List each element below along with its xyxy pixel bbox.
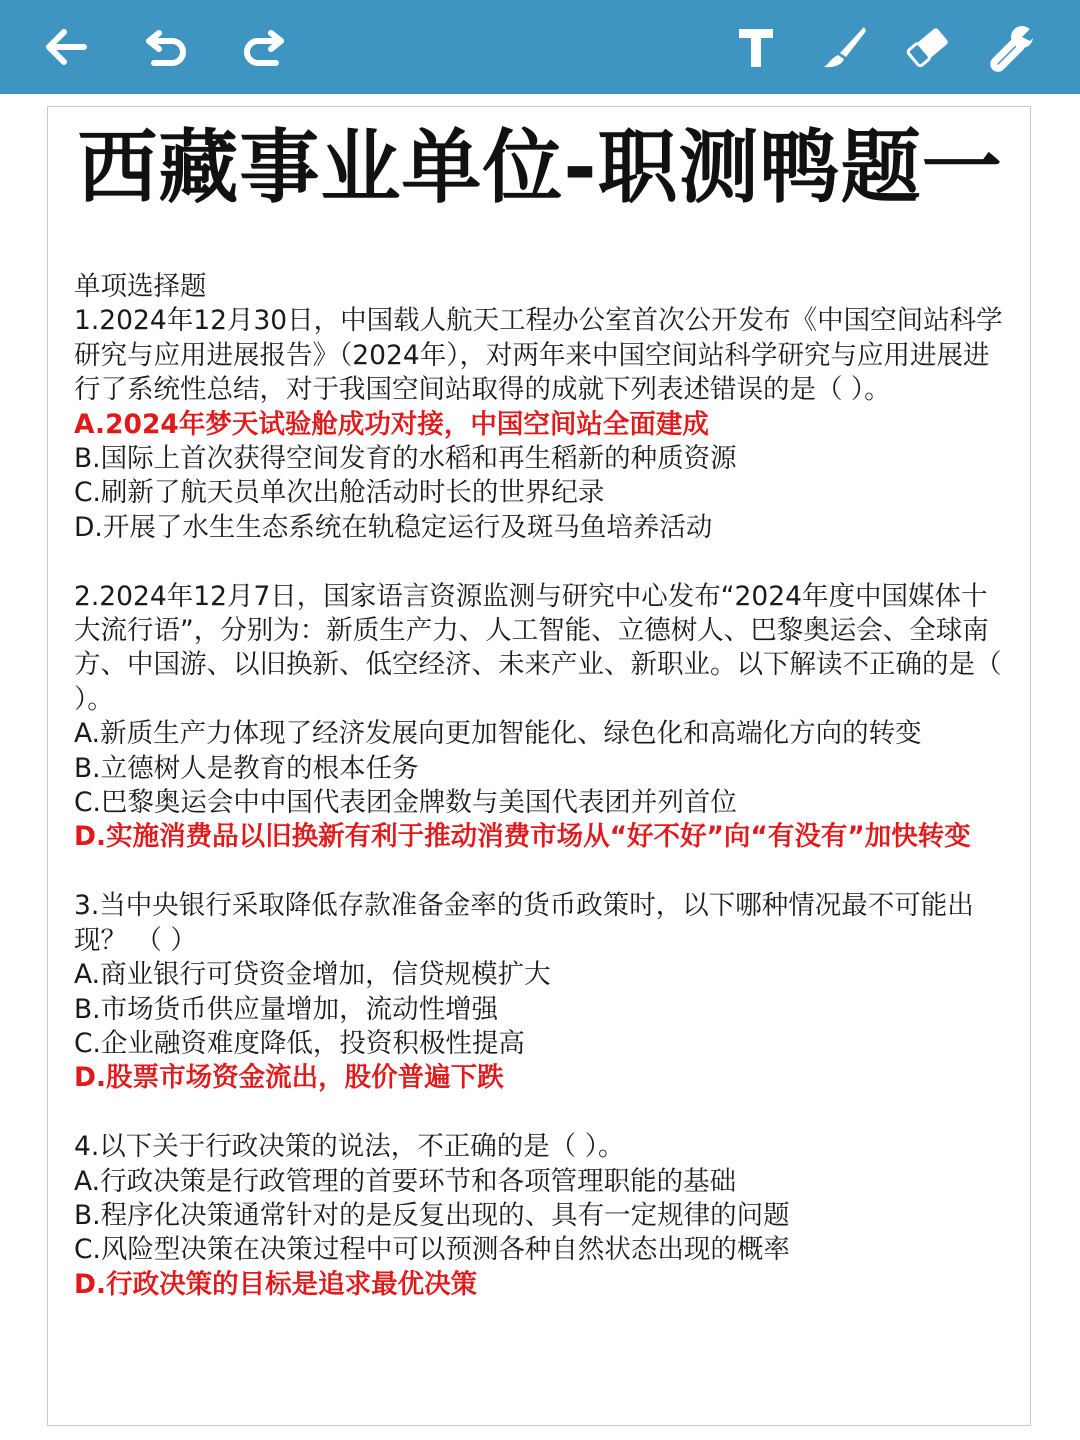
redo-icon[interactable] bbox=[236, 19, 292, 75]
undo-icon[interactable] bbox=[138, 19, 194, 75]
spacer bbox=[74, 855, 1006, 889]
option-4c: C.风险型决策在决策过程中可以预测各种自然状态出现的概率 bbox=[74, 1234, 790, 1266]
answer-option-3d: D.股票市场资金流出，股价普遍下跌 bbox=[74, 1062, 504, 1094]
answer-option-1a: A.2024年梦天试验舱成功对接，中国空间站全面建成 bbox=[74, 408, 709, 440]
back-arrow-icon[interactable] bbox=[38, 19, 94, 75]
option-3b: B.市场货币供应量增加，流动性增强 bbox=[74, 993, 499, 1025]
option-4b: B.程序化决策通常针对的是反复出现的、具有一定规律的问题 bbox=[74, 1199, 790, 1231]
option-3c: C.企业融资难度降低，投资积极性提高 bbox=[74, 1027, 525, 1059]
option-2b: B.立德树人是教育的根本任务 bbox=[74, 752, 419, 784]
option-1b: B.国际上首次获得空间发育的水稻和再生稻新的种质资源 bbox=[74, 443, 737, 475]
question-stem-4: 4.以下关于行政决策的说法，不正确的是（ ）。 bbox=[74, 1131, 625, 1163]
answer-option-2d: D.实施消费品以旧换新有利于推动消费市场从“好不好”向“有没有”加快转变 bbox=[74, 821, 971, 853]
spacer bbox=[74, 545, 1006, 579]
answer-option-4d: D.行政决策的目标是追求最优决策 bbox=[74, 1268, 478, 1300]
question-stem-1: 1.2024年12月30日，中国载人航天工程办公室首次公开发布《中国空间站科学研究与应用进展报告》（2024年），对两年来中国空间站科学研究与应用进展进行了系统性总结，对于我国空间站取得的成就下列表述错误的是（ ）。 bbox=[74, 305, 1003, 406]
option-1c: C.刷新了航天员单次出舱活动时长的世界纪录 bbox=[74, 477, 605, 509]
top-toolbar bbox=[0, 0, 1080, 94]
text-tool-icon[interactable] bbox=[728, 19, 784, 75]
wrench-icon[interactable] bbox=[984, 19, 1040, 75]
page-title: 西藏事业单位-职测鸭题一 bbox=[77, 121, 1003, 214]
question-stem-3: 3.当中央银行采取降低存款准备金率的货币政策时，以下哪种情况最不可能出现？ （ ） bbox=[74, 890, 974, 956]
option-1d: D.开展了水生生态系统在轨稳定运行及斑马鱼培养活动 bbox=[74, 511, 713, 543]
option-2c: C.巴黎奥运会中中国代表团金牌数与美国代表团并列首位 bbox=[74, 787, 737, 819]
option-3a: A.商业银行可贷资金增加，信贷规模扩大 bbox=[74, 959, 551, 991]
brush-icon[interactable] bbox=[816, 19, 872, 75]
spacer bbox=[74, 1096, 1006, 1130]
document-body bbox=[74, 270, 1006, 1302]
eraser-icon[interactable] bbox=[900, 19, 956, 75]
question-stem-2: 2.2024年12月7日，国家语言资源监测与研究中心发布“2024年度中国媒体十大流行语”，分别为：新质生产力、人工智能、立德树人、巴黎奥运会、全球南方、中国游、以旧换新、低空经济、未来产业、新职业。以下解读不正确的是（ ）。 bbox=[74, 580, 1002, 715]
option-4a: A.行政决策是行政管理的首要环节和各项管理职能的基础 bbox=[74, 1165, 737, 1197]
option-2a: A.新质生产力体现了经济发展向更加智能化、绿色化和高端化方向的转变 bbox=[74, 718, 922, 750]
section-label: 单项选择题 bbox=[74, 271, 207, 302]
